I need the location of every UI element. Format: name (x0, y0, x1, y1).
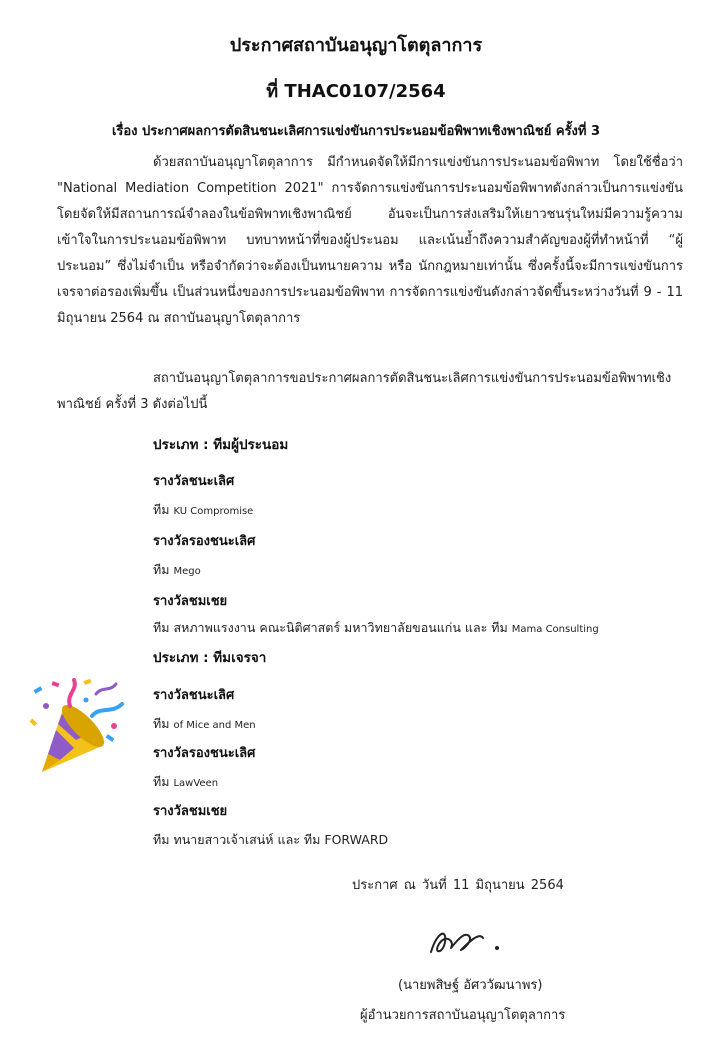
announcement-paragraph: สถาบันอนุญาโตตุลาการขอประกาศผลการตัดสินชนะเลิศการแข่งขันการประนอมข้อพิพาทเชิงพาณิชย์ ครั้งที่ 3 ดังต่อไปนี้ (57, 371, 672, 412)
team-name: of Mice and Men (173, 720, 256, 731)
award-winner-team (153, 714, 683, 734)
award-runnerup-heading: รางวัลรองชนะเลิศ (153, 746, 256, 761)
award-winner-heading: รางวัลชนะเลิศ (153, 688, 235, 703)
team-prefix: ทีม (153, 774, 170, 789)
award-winner-heading: รางวัลชนะเลิศ (153, 474, 235, 489)
team-prefix: ทีม (153, 562, 170, 577)
award-runnerup-team (153, 772, 683, 792)
award-honorable-heading: รางวัลชมเชย (153, 804, 228, 819)
document-subject: เรื่อง ประกาศผลการตัดสินชนะเลิศการแข่งขันการประนอมข้อพิพาทเชิงพาณิชย์ ครั้งที่ 3 (111, 124, 601, 139)
team-prefix: ทีม (153, 502, 170, 517)
announcement-date: ประกาศ ณ วันที่ 11 มิถุนายน 2564 (352, 878, 564, 893)
party-popper-icon (26, 676, 130, 780)
intro-paragraph: ด้วยสถาบันอนุญาโตตุลาการ มีกำหนดจัดให้มีการแข่งขันการประนอมข้อพิพาท โดยใช้ชื่อว่า "National Mediation Competition 2021" การจัดการแข่งขันการประนอมข้อพิพาทดังกล่าวเป็นการแข่งขันโดยจัดให้มีสถานการณ์จำลองในข้อพิพาทเชิงพาณิชย์ อันจะเป็นการส่งเสริมให้เยาวชนรุ่นใหม่มีความรู้ความเข้าใจในการประนอมข้อพิพาท บทบาทหน้าที่ของผู้ประนอม และเน้นย้ำถึงความสำคัญของผู้ที่ทำหน้าที่ “ผู้ประนอม” ซึ่งไม่จำเป็น หรือจำกัดว่าจะต้องเป็นทนายความ หรือ นักกฎหมายเท่านั้น ซึ่งครั้งนี้จะมีการแข่งขันการเจรจาต่อรองเพิ่มขึ้น เป็นส่วนหนึ่งของการประนอมข้อพิพาท การจัดการแข่งขันดังกล่าวจัดขึ้นระหว่างวันที่ 9 - 11 มิถุนายน 2564 ณ สถาบันอนุญาโตตุลาการ (57, 155, 683, 326)
signature-icon (425, 918, 505, 964)
award-honorable-teams: ทีม ทนายสาวเจ้าเสน่ห์ และ ทีม FORWARD (153, 832, 389, 847)
award-winner-team (153, 500, 683, 520)
award-honorable-teams (153, 618, 683, 638)
team-prefix: ทีม (153, 716, 170, 731)
award-runnerup-team (153, 560, 683, 580)
team-name: Mego (173, 566, 201, 577)
signer-position: ผู้อำนวยการสถาบันอนุญาโตตุลาการ (360, 1008, 566, 1023)
document-number: ที่ THAC0107/2564 (266, 81, 446, 102)
document-title: ประกาศสถาบันอนุญาโตตุลาการ (229, 35, 483, 56)
team-name: LawVeen (173, 778, 219, 789)
category-mediator-heading: ประเภท : ทีมผู้ประนอม (153, 437, 289, 453)
award-runnerup-heading: รางวัลรองชนะเลิศ (153, 534, 256, 549)
category-negotiation-heading: ประเภท : ทีมเจรจา (153, 650, 267, 666)
team-text: ทีม สหภาพแรงงาน คณะนิติศาสตร์ มหาวิทยาลัยขอนแก่น และ ทีม (153, 620, 508, 635)
award-honorable-heading: รางวัลชมเชย (153, 594, 228, 609)
signer-name: (นายพสิษฐ์ อัศววัฒนาพร) (398, 978, 543, 993)
team-name: Mama Consulting (511, 624, 599, 635)
team-name: KU Compromise (173, 506, 254, 517)
